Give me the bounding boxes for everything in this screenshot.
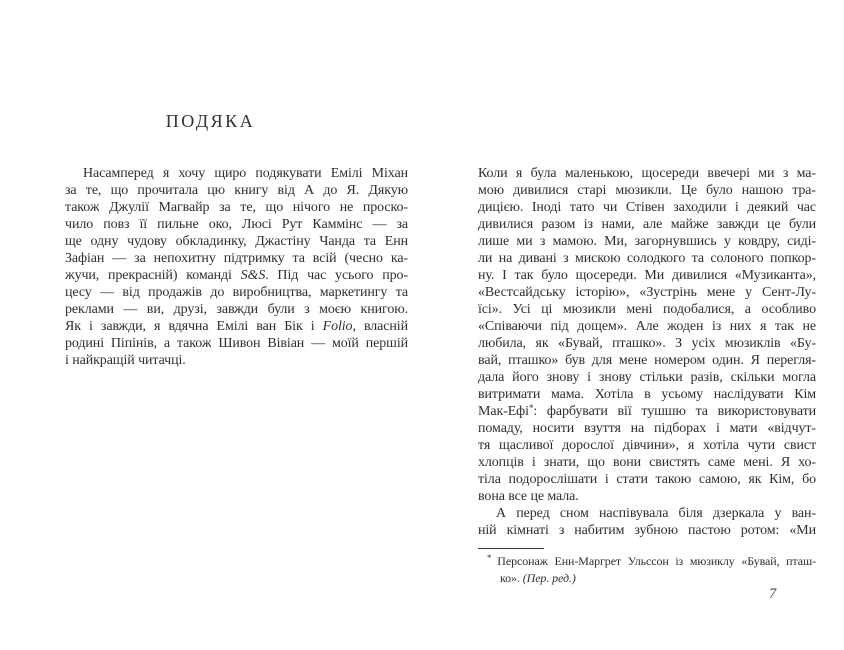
footnote (478, 553, 816, 586)
text-line: тіла подорослішати і стати такою самою, як Кім, бо (478, 472, 816, 487)
text-line: вона все це мала. (478, 489, 579, 504)
text-line: жучи, прекрасній) команді S&S. Під час усього про- (65, 268, 409, 283)
page-number: 7 (769, 586, 777, 602)
footnote-divider (478, 548, 544, 549)
text-line: помаду, носити взуття на підборах і мати «відчут- (478, 421, 816, 436)
text-line: тя щасливої дорослої дівчини», я хотіла чути свист (478, 438, 816, 453)
text-line: * Персонаж Енн-Маргрет Ульссон із мюзиклу «Бувай, пташ- (487, 553, 816, 568)
text-line: хлопців і знати, що вони свистять саме мені. Я хо- (478, 455, 816, 470)
text-line: Мак-Ефі*: фарбувати вії тушшю та використовувати (478, 403, 816, 419)
text-line: реклами — ви, друзі, завжди були з моєю книгою. (65, 302, 408, 317)
text-line: Насамперед я хочу щиро подякувати Емілі Міхан (83, 166, 408, 181)
text-line: лише ми з мамою. Ми, загорнувшись у ковдру, сиді- (478, 234, 816, 249)
text-line: Зафіан — за непохитну підтримку та всій (чесно ка- (65, 251, 408, 266)
text-line: «Вестсайдську історію», «Зустрінь мене у Сент-Лу- (478, 285, 816, 300)
text-line: ще одну чудову обкладинку, Джастіну Чанда та Енн (65, 234, 408, 249)
text-line: Як і завжди, я вдячна Емілі ван Бік і Folio, власній (65, 319, 408, 334)
text-line: їсі». Усі ці мюзикли мені подобалися, а особливо (478, 302, 816, 317)
text-line: вай, пташко» був для мене номером один. Я перегля- (478, 353, 816, 368)
chapter-heading: ПОДЯКА (165, 111, 256, 131)
text-line: ну. І так було щосереди. Ми дивилися «Музиканта», (478, 268, 816, 283)
text-line: Коли я була маленькою, щосереди ввечері ми з ма- (478, 166, 816, 181)
text-line: А перед сном наспівувала біля дзеркала у ван- (496, 506, 816, 521)
text-line: за те, що прочитала цю книгу від А до Я. Дякую (65, 183, 408, 198)
text-line: ній кімнаті з набитим зубною пастою ротом: «Ми (478, 523, 816, 538)
text-line: ко». (Пер. ред.) (500, 570, 576, 585)
text-line: дала його знову і знову стільки разів, скільки могла (478, 370, 816, 385)
text-line: чило повз її пильне око, Люсі Рут Каммінс — за (65, 217, 408, 232)
text-line: цесу — від продажів до виробництва, маркетингу та (65, 285, 408, 300)
text-line: і найкращій читачці. (65, 353, 186, 368)
text-line: дицією. Іноді тато чи Стівен заходили і деякий час (478, 200, 816, 215)
left-page-text (65, 165, 408, 369)
text-line: «Співаючи під дощем». Але жоден із них я так не (478, 319, 816, 334)
text-line: витримати мама. Хотіла в усьому наслідувати Кім (478, 387, 816, 402)
text-line: ли на дивані з мискою солодкого та солоного попкор- (478, 251, 816, 266)
text-line: також Джулії Магвайр за те, що нічого не проско- (65, 200, 408, 215)
right-page-text (478, 165, 816, 539)
text-line: дивилися разом із нами, але майже завжди це були (478, 217, 816, 232)
text-line: мою дивилися старі мюзикли. Це було нашою тра- (478, 183, 816, 198)
text-line: любила, як «Бувай, пташко». З усіх мюзиклів «Бу- (478, 336, 816, 351)
text-line: родині Піпінів, а також Шивон Вівіан — моїй першій (65, 336, 408, 351)
